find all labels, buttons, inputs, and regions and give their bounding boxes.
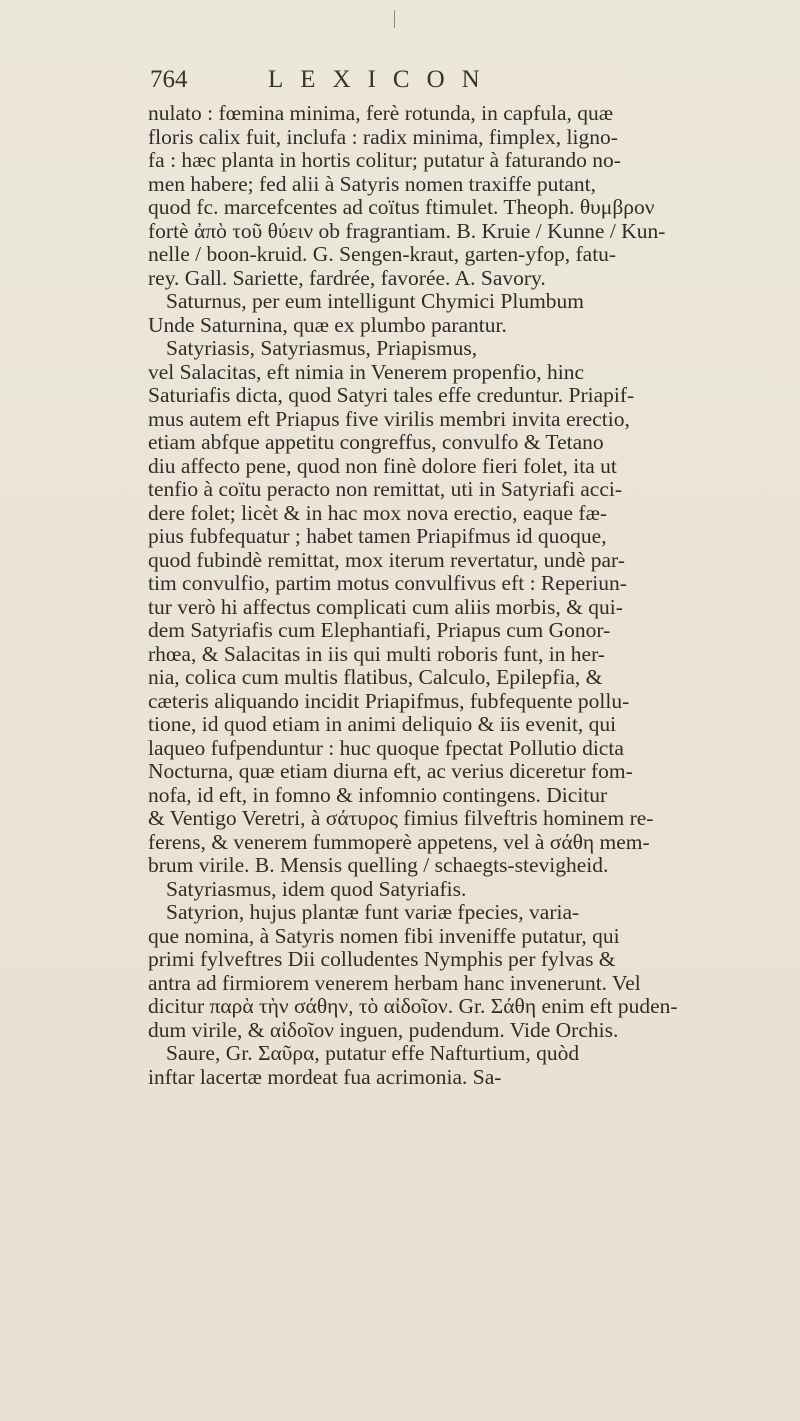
text-line: diu affecto pene, quod non finè dolore fieri folet, ita ut <box>148 454 617 478</box>
text-line: tenfio à coïtu peracto non remittat, uti in Satyriafi acci- <box>148 478 623 501</box>
text-line: Satyriasis, Satyriasmus, Priapismus, <box>166 337 478 360</box>
text-line: pius fubfequatur ; habet tamen Priapifmus id quoque, <box>148 525 607 548</box>
text-line: quod fc. marcefcentes ad coïtus ftimulet. Theoph. θυμβρον <box>148 196 655 219</box>
text-line: Unde Saturnina, quæ ex plumbo parantur. <box>148 313 507 337</box>
text-line: cæteris aliquando incidit Priapifmus, fubfequente pollu- <box>148 689 630 713</box>
text-line: nulato : fœmina minima, ferè rotunda, in capfula, quæ <box>148 102 614 125</box>
text-line: laqueo fufpenduntur : huc quoque fpectat Pollutio dicta <box>148 736 624 760</box>
scan-mark <box>394 10 395 28</box>
text-line: antra ad firmiorem venerem herbam hanc invenerunt. Vel <box>148 971 641 995</box>
text-line: dum virile, & αἰδοῖον inguen, pudendum. Vide Orchis. <box>148 1018 619 1042</box>
text-line: Saturnus, per eum intelligunt Chymici Plumbum <box>166 290 585 313</box>
text-line: fortè ἀπὸ τοῦ θύειν ob fragrantiam. B. Kruie / Kunne / Kun- <box>148 219 666 243</box>
text-line: quod fubindè remittat, mox iterum revertatur, undè par- <box>148 548 625 572</box>
text-line: nelle / boon-kruid. G. Sengen-kraut, garten-yfop, fatu- <box>148 243 617 266</box>
text-line: inftar lacertæ mordeat fua acrimonia. Sa- <box>148 1065 502 1089</box>
text-line: Satyriasmus, idem quod Satyriafis. <box>166 877 467 901</box>
text-line: etiam abfque appetitu congreffus, convulfo & Tetano <box>148 431 604 454</box>
text-line: tur verò hi affectus complicati cum aliis morbis, & qui- <box>148 595 623 619</box>
text-line: Saure, Gr. Σαῦρα, putatur effe Nafturtium, quòd <box>166 1042 580 1065</box>
text-line: floris calix fuit, inclufa : radix minima, fimplex, ligno- <box>148 125 618 149</box>
text-line: fa : hæc planta in hortis colitur; putatur à faturando no- <box>148 149 621 172</box>
text-line: Nocturna, quæ etiam diurna eft, ac verius diceretur fom- <box>148 760 633 783</box>
text-line: Satyrion, hujus plantæ funt variæ fpecies, varia- <box>166 901 580 924</box>
text-line: & Ventigo Veretri, à σάτυρος fimius filveftris hominem re- <box>148 807 654 830</box>
text-line: Saturiafis dicta, quod Satyri tales effe creduntur. Priapif- <box>148 384 635 407</box>
text-line: tim convulfio, partim motus convulfivus eft : Reperiun- <box>148 572 627 595</box>
text-line: primi fylveftres Dii colludentes Nymphis per fylvas & <box>148 948 616 971</box>
text-line: rhœa, & Salacitas in iis qui multi roboris funt, in her- <box>148 642 605 666</box>
text-line: mus autem eft Priapus five virilis membri invita erectio, <box>148 407 630 431</box>
text-line: dicitur παρὰ τὴν σάθην, τὸ αἰδοῖον. Gr. Σάθη enim eft puden- <box>148 995 678 1018</box>
dictionary-text <box>148 102 800 1089</box>
text-line: vel Salacitas, eft nimia in Venerem propenfio, hinc <box>148 360 585 384</box>
text-line: nofa, id eft, in fomno & infomnio contingens. Dicitur <box>148 783 608 807</box>
text-line: rey. Gall. Sariette, fardrée, favorée. A. Savory. <box>148 266 546 290</box>
page-header <box>150 66 710 96</box>
text-line: dere folet; licèt & in hac mox nova erectio, eaque fæ- <box>148 501 608 525</box>
text-line: que nomina, à Satyris nomen fibi inveniffe putatur, qui <box>148 924 620 948</box>
text-line: tione, id quod etiam in animi deliquio & iis evenit, qui <box>148 713 617 736</box>
running-head: LEXICON <box>268 66 497 93</box>
page-number: 764 <box>150 66 188 93</box>
text-line: ferens, & venerem fummoperè appetens, vel à σάθη mem- <box>148 830 650 854</box>
text-line: brum virile. B. Mensis quelling / schaegts-stevigheid. <box>148 854 609 877</box>
text-line: dem Satyriafis cum Elephantiafi, Priapus cum Gonor- <box>148 619 611 642</box>
text-line: nia, colica cum multis flatibus, Calculo, Epilepfia, & <box>148 666 603 689</box>
text-line: men habere; fed alii à Satyris nomen traxiffe putant, <box>148 172 596 196</box>
